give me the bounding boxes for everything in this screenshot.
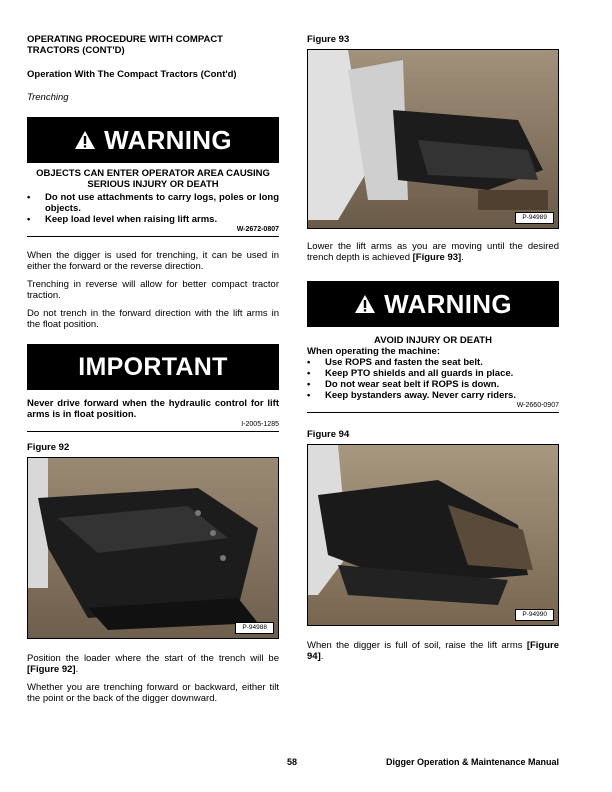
warning-banner bbox=[27, 117, 279, 163]
page-number: 58 bbox=[287, 757, 298, 767]
paragraph: Do not trench in the forward direction with the lift arms in the float position. bbox=[27, 308, 279, 330]
figure-93-label: Figure 93 bbox=[307, 34, 350, 45]
important-text: Never drive forward when the hydraulic control for lift arms is in float position. bbox=[27, 398, 279, 420]
paragraph: When the digger is used for trenching, it can be used in either the forward or the reverse direction. bbox=[27, 250, 279, 272]
warning-banner-text: WARNING bbox=[104, 124, 232, 155]
trenching-heading: Trenching bbox=[27, 92, 69, 103]
photo-number: P-94990 bbox=[515, 609, 554, 621]
list-item: • Do not use attachments to carry logs, poles or long objects. bbox=[27, 192, 279, 214]
list-item: • Keep load level when raising lift arms. bbox=[27, 214, 218, 225]
paragraph: Position the loader where the start of the trench will be [Figure 92]. bbox=[27, 653, 279, 675]
warning-bullet-list bbox=[307, 357, 559, 401]
photo-number: P-94988 bbox=[235, 622, 274, 634]
subsection-title: Operation With The Compact Tractors (Cont'd) bbox=[27, 69, 237, 80]
list-item: • Keep bystanders away. Never carry riders. bbox=[307, 390, 516, 401]
list-item: • Use ROPS and fasten the seat belt. bbox=[307, 357, 483, 368]
warning-bullet-list bbox=[27, 192, 279, 225]
warning-block-2 bbox=[307, 281, 559, 413]
section-title: OPERATING PROCEDURE WITH COMPACT TRACTORS (CONT'D) bbox=[27, 34, 223, 56]
warning-block-1 bbox=[27, 117, 279, 237]
warning-banner-text: WARNING bbox=[384, 288, 512, 319]
photo-number: P-94989 bbox=[515, 212, 554, 224]
manual-title: Digger Operation & Maintenance Manual bbox=[386, 757, 560, 767]
figure-93-photo bbox=[307, 49, 559, 229]
warning-triangle-icon bbox=[74, 130, 96, 150]
warning-code: W-2672-0807 bbox=[236, 226, 279, 233]
paragraph: When the digger is full of soil, raise the lift arms [Figure 94]. bbox=[307, 640, 560, 662]
important-banner: IMPORTANT bbox=[27, 344, 279, 390]
figure-92-label: Figure 92 bbox=[27, 442, 70, 453]
figure-94-label: Figure 94 bbox=[307, 429, 350, 440]
important-code: I-2005-1285 bbox=[241, 421, 279, 428]
digger-lowering-image bbox=[308, 50, 558, 228]
paragraph: Trenching in reverse will allow for better compact tractor traction. bbox=[27, 279, 279, 301]
left-column bbox=[27, 34, 279, 711]
paragraph: Whether you are trenching forward or backward, either tilt the point or the back of the digger downward. bbox=[27, 682, 279, 704]
digger-bucket-image bbox=[28, 458, 278, 638]
important-block bbox=[27, 344, 279, 432]
warning-banner bbox=[307, 281, 559, 327]
warning-headline: AVOID INJURY OR DEATH bbox=[374, 335, 492, 346]
digger-full-soil-image bbox=[308, 445, 558, 625]
warning-code: W-2660-0907 bbox=[516, 402, 559, 409]
warning-headline: OBJECTS CAN ENTER OPERATOR AREA CAUSING SERIOUS INJURY OR DEATH bbox=[36, 168, 270, 190]
paragraph: Lower the lift arms as you are moving until the desired trench depth is achieved [Figure 93]. bbox=[307, 241, 559, 263]
figure-92-photo bbox=[27, 457, 279, 639]
list-item: • Do not wear seat belt if ROPS is down. bbox=[307, 379, 500, 390]
warning-triangle-icon bbox=[354, 294, 376, 314]
figure-94-photo bbox=[307, 444, 559, 626]
right-column bbox=[307, 34, 559, 669]
warning-intro: When operating the machine: bbox=[307, 346, 441, 357]
list-item: • Keep PTO shields and all guards in place. bbox=[307, 368, 514, 379]
